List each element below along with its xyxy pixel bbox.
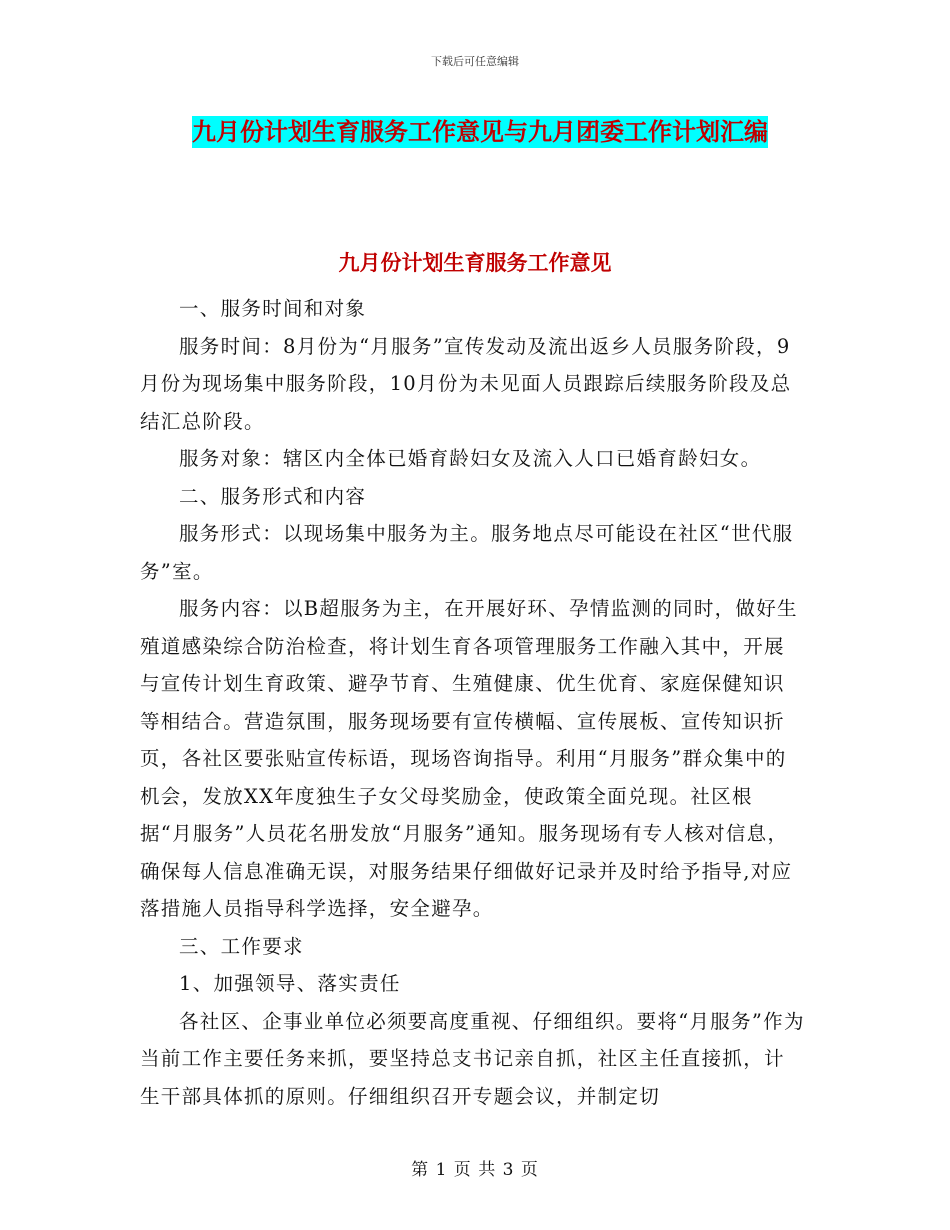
document-body xyxy=(140,290,805,1115)
subheading-leadership: 1、加强领导、落实责任 xyxy=(179,972,401,995)
paragraph-service-time: 服务时间：8月份为“月服务”宣传发动及流出返乡人员服务阶段，9月份为现场集中服务阶段，10月份为未见面人员跟踪后续服务阶段及总结汇总阶段。 xyxy=(140,334,792,433)
heading-work-requirements: 三、工作要求 xyxy=(179,934,304,958)
heading-service-time-and-target: 一、服务时间和对象 xyxy=(179,297,367,320)
paragraph-leadership: 各社区、企事业单位必须要高度重视、仔细组织。要将“月服务”作为当前工作主要任务来抓，要坚持总支书记亲自抓，社区主任直接抓，计生干部具体抓的原则。仔细组织召开专题会议，并制定切 xyxy=(140,1009,805,1108)
section-title: 九月份计划生育服务工作意见 xyxy=(338,251,612,275)
document-title xyxy=(150,108,810,156)
paragraph-service-form: 服务形式：以现场集中服务为主。服务地点尽可能设在社区“世代服务”室。 xyxy=(140,522,794,583)
document-title-text: 九月份计划生育服务工作意见与九月团委工作计划汇编 xyxy=(192,118,768,146)
paragraph-service-target: 服务对象：辖区内全体已婚育龄妇女及流入人口已婚育龄妇女。 xyxy=(179,447,762,470)
page-header-note: 下载后可任意编辑 xyxy=(431,55,519,68)
paragraph-service-content: 服务内容：以B超服务为主，在开展好环、孕情监测的同时，做好生殖道感染综合防治检查，将计划生育各项管理服务工作融入其中，开展与宣传计划生育政策、避孕节育、生殖健康、优生优育、家庭保健知识等相结合。营造氛围，服务现场要有宣传横幅、宣传展板、宣传知识折页，各社区要张贴宣传标语，现场咨询指导。利用“月服务”群众集中的机会，发放XX年度独生子女父母奖励金，使政策全面兑现。社区根据“月服务”人员花名册发放“月服务”通知。服务现场有专人核对信息，确保每人信息准确无误，对服务结果仔细做好记录并及时给予指导,对应落措施人员指导科学选择，安全避孕。 xyxy=(140,597,798,920)
heading-service-form-and-content: 二、服务形式和内容 xyxy=(179,484,367,508)
page-number: 第 1 页 共 3 页 xyxy=(411,1160,539,1180)
